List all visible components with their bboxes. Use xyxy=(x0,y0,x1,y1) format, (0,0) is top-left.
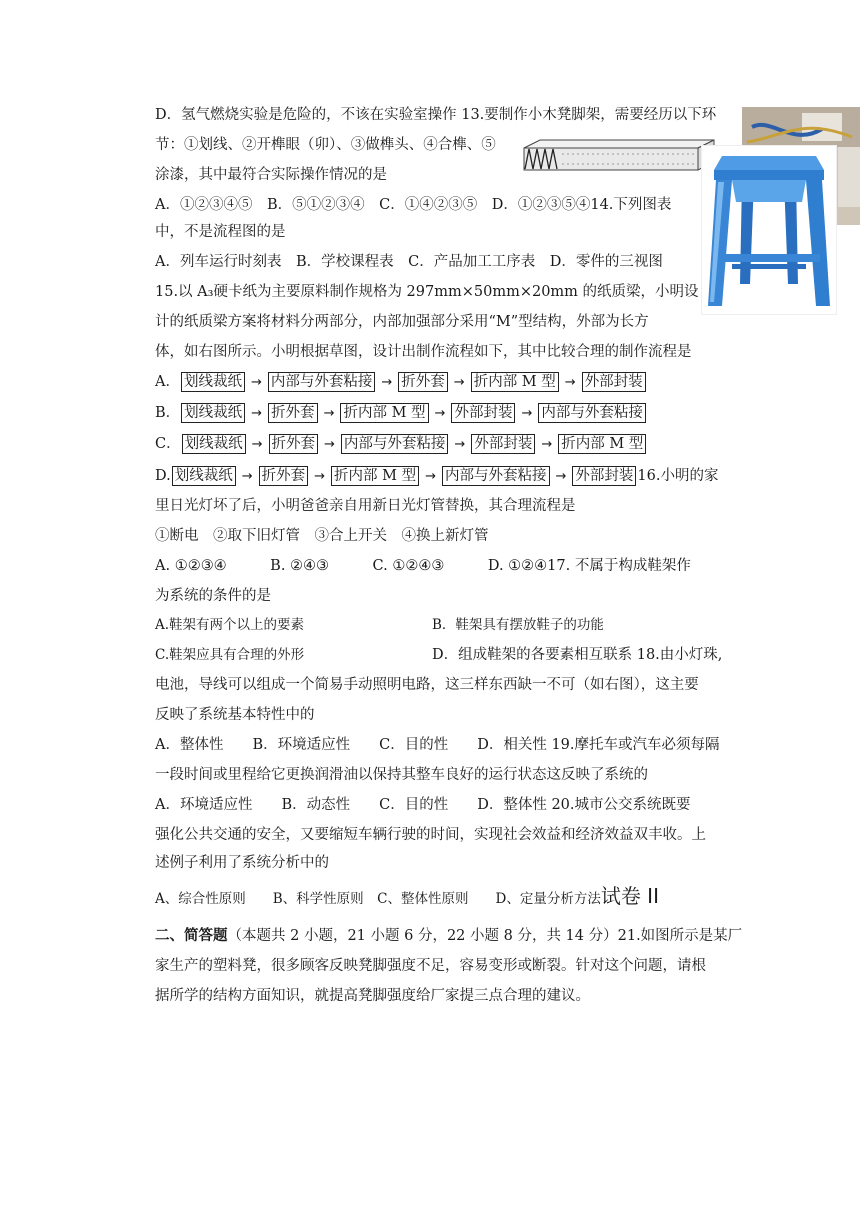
flow-arrow: → xyxy=(425,469,437,484)
flow-step: 划线裁纸 xyxy=(172,466,236,486)
flow-arrow: → xyxy=(251,437,263,452)
q14-stem-line2: 中，不是流程图的是 xyxy=(155,224,286,240)
q20-stem-line2: 强化公共交通的安全，又要缩短车辆行驶的时间，实现社会效益和经济效益双丰收。上 xyxy=(155,827,706,843)
flow-arrow: → xyxy=(241,469,253,484)
q18-options-q19-stem: A．整体性 B．环境适应性 C．目的性 D．相关性 19.摩托车或汽车必须每隔 xyxy=(155,737,720,753)
option-label: D. xyxy=(155,468,171,484)
flow-step: 折外套 xyxy=(398,372,448,392)
q18-stem-line2: 电池，导线可以组成一个简易手动照明电路，这三样东西缺一不可（如右图），这主要 xyxy=(155,677,699,693)
q20-options-paper-ii-title xyxy=(155,886,659,909)
flow-step: 划线裁纸 xyxy=(181,403,245,423)
q13-stem-line3: 涂漆，其中最符合实际操作情况的是 xyxy=(155,167,387,183)
q15-stem-line2: 计的纸质梁方案将材料分两部分，内部加强部分采用“M”型结构，外部为长方 xyxy=(155,314,649,330)
q15-option-a-flow xyxy=(155,372,647,393)
q19-stem-line2: 一段时间或里程给它更换润滑油以保持其整车良好的运行状态这反映了系统的 xyxy=(155,767,648,783)
flow-step: 折内部 M 型 xyxy=(471,372,559,392)
q17-option-d-q18-stem: D．组成鞋架的各要素相互联系 18.由小灯珠, xyxy=(432,647,723,663)
flow-arrow: → xyxy=(250,375,262,390)
flow-step: 内部与外套粘接 xyxy=(268,372,376,392)
flow-step: 折外套 xyxy=(269,434,319,454)
flow-arrow: → xyxy=(453,375,465,390)
flow-step: 外部封装 xyxy=(451,403,515,423)
flow-step: 折内部 M 型 xyxy=(340,403,428,423)
flow-arrow: → xyxy=(555,469,567,484)
q15-option-b-flow xyxy=(155,403,647,424)
flow-arrow: → xyxy=(521,406,533,421)
option-label: B． xyxy=(155,405,181,421)
flow-arrow: → xyxy=(324,437,335,452)
q18-stem-line3: 反映了系统基本特性中的 xyxy=(155,707,315,723)
flow-arrow: → xyxy=(381,375,393,390)
option-label: C． xyxy=(155,436,181,452)
q17-stem-line2: 为系统的条件的是 xyxy=(155,588,271,604)
q15-option-c-flow xyxy=(155,434,647,455)
flow-step: 内部与外套粘接 xyxy=(538,403,646,423)
q16-steps: ①断电 ②取下旧灯管 ③合上开关 ④换上新灯管 xyxy=(155,528,489,544)
q14-options: A．列车运行时刻表 B．学校课程表 C．产品加工工序表 D．零件的三视图 xyxy=(155,254,663,270)
flow-arrow: → xyxy=(323,406,335,421)
q20-options: A、综合性原则 B、科学性原则 C、整体性原则 D、定量分析方法 xyxy=(155,891,601,907)
flow-step: 外部封装 xyxy=(582,372,646,392)
q16-options-q17-stem: A. ①②③④ B. ②④③ C. ①②④③ D. ①②④17. 不属于构成鞋架作 xyxy=(155,558,691,574)
q13-stem-line2: 节：①划线、②开榫眼（卯）、③做榫头、④合榫、⑤ xyxy=(155,137,496,153)
flow-step: 折内部 M 型 xyxy=(331,466,419,486)
flow-arrow: → xyxy=(251,406,263,421)
paper-beam-illustration xyxy=(518,138,716,174)
q21-stem-line2: 家生产的塑料凳，很多顾客反映凳脚强度不足，容易变形或断裂。针对这个问题，请根 xyxy=(155,958,706,974)
section-desc-q21-stem: （本题共 2 小题，21 小题 6 分，22 小题 8 分，共 14 分）21.如图所示是某厂 xyxy=(227,928,743,944)
flow-step: 外部封装 xyxy=(471,434,535,454)
flow-arrow: → xyxy=(564,375,576,390)
q19-options-q20-stem: A．环境适应性 B．动态性 C．目的性 D．整体性 20.城市公交系统既要 xyxy=(155,797,691,813)
q20-stem-line3: 述例子利用了系统分析中的 xyxy=(155,855,329,871)
flow-step: 内部与外套粘接 xyxy=(442,466,550,486)
flow-step: 划线裁纸 xyxy=(181,372,245,392)
q13-options-q14-stem: A．①②③④⑤ B．⑤①②③④ C．①④②③⑤ D．①②③⑤④14.下列图表 xyxy=(155,197,672,213)
flow-step: 折外套 xyxy=(268,403,318,423)
plastic-stool-image xyxy=(702,146,836,314)
flow-arrow: → xyxy=(541,437,553,452)
q15-stem-line1: 15.以 A₃硬卡纸为主要原料制作规格为 297mm×50mm×20mm 的纸质梁，小明设 xyxy=(155,284,699,300)
flow-step: 折外套 xyxy=(259,466,309,486)
q21-stem-line3: 据所学的结构方面知识，就提高凳脚强度给厂家提三点合理的建议。 xyxy=(155,988,590,1004)
q16-stem-line2: 里日光灯坏了后，小明爸爸亲自用新日光灯管替换，其合理流程是 xyxy=(155,498,576,514)
flow-arrow: → xyxy=(314,469,326,484)
flow-step: 内部与外套粘接 xyxy=(341,434,449,454)
q15-stem-line3: 体，如右图所示。小明根据草图，设计出制作流程如下，其中比较合理的制作流程是 xyxy=(155,344,692,360)
flow-arrow: → xyxy=(454,437,466,452)
q17-option-b: B．鞋架具有摆放鞋子的功能 xyxy=(432,617,604,633)
paper-ii-heading: 试卷 II xyxy=(600,884,659,908)
q15-option-d-flow-q16-stem xyxy=(155,466,718,487)
flow-step: 外部封装 xyxy=(572,466,636,486)
q17-option-a: A.鞋架有两个以上的要素 xyxy=(155,617,305,633)
flow-arrow: → xyxy=(434,406,446,421)
q16-stem-start: 16.小明的家 xyxy=(637,468,719,484)
section-two-header xyxy=(155,926,742,946)
section-title: 二、简答题 xyxy=(155,927,228,944)
flow-step: 划线裁纸 xyxy=(182,434,246,454)
option-label: A． xyxy=(155,374,180,390)
q12-option-d-q13-stem: D．氢气燃烧实验是危险的，不该在实验室操作 13.要制作小木凳脚架，需要经历以下环 xyxy=(155,107,717,123)
flow-step: 折内部 M 型 xyxy=(558,434,646,454)
q17-option-c: C.鞋架应具有合理的外形 xyxy=(155,647,305,663)
